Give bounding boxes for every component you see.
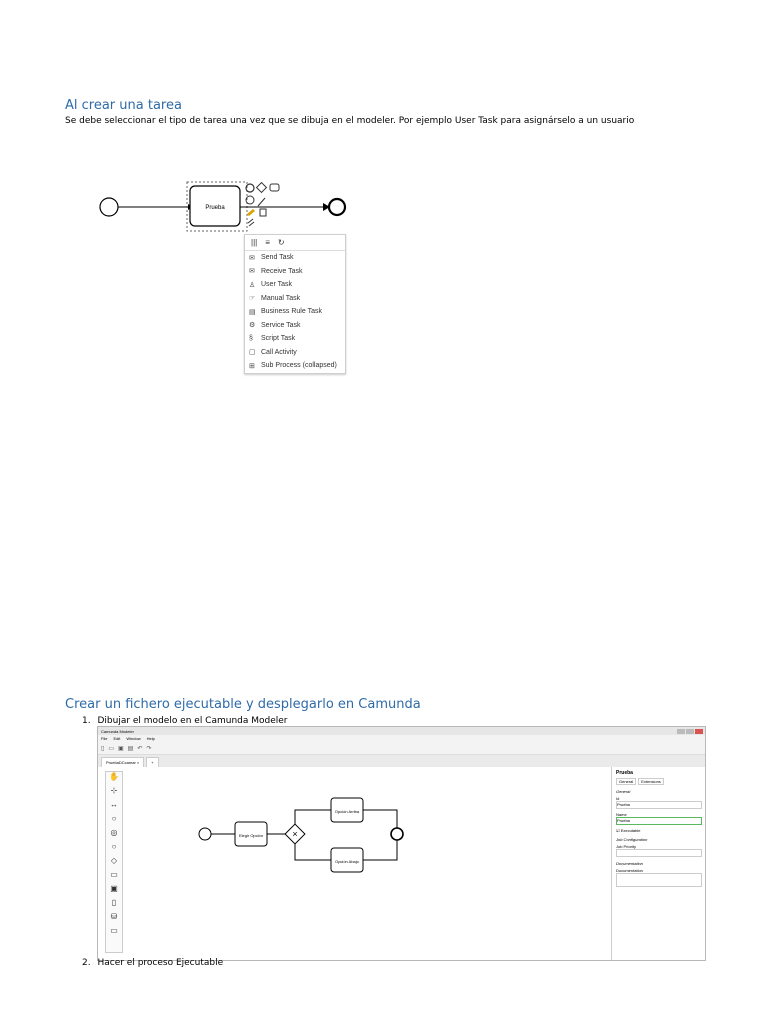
replace-menu-item-label: Script Task bbox=[261, 335, 296, 343]
menu-file[interactable]: File bbox=[101, 736, 108, 741]
props-section-general: General bbox=[616, 789, 631, 794]
replace-menu-item-label: Manual Task bbox=[261, 294, 301, 302]
menu-help[interactable]: Help bbox=[146, 736, 155, 741]
step-number: 1. bbox=[82, 716, 91, 726]
start-event-tool-icon[interactable]: ○ bbox=[111, 814, 117, 823]
pad-connect-icon bbox=[258, 198, 265, 206]
pad-gateway-icon bbox=[257, 183, 267, 193]
pad-annotate-icon bbox=[248, 219, 254, 226]
replace-menu-item[interactable] bbox=[245, 292, 345, 306]
start-event bbox=[100, 198, 118, 216]
gateway-tool-icon[interactable]: ◇ bbox=[110, 856, 118, 865]
props-section-job: Job Configuration bbox=[616, 837, 648, 842]
window-titlebar bbox=[98, 727, 705, 735]
undo-icon[interactable]: ↶ bbox=[137, 745, 143, 752]
canvas-end-event bbox=[391, 828, 403, 840]
replace-menu-item[interactable] bbox=[245, 359, 345, 373]
hand-icon: ☞ bbox=[249, 295, 256, 303]
props-job-priority-label: Job Priority bbox=[616, 844, 637, 849]
pad-trash-icon bbox=[260, 209, 266, 216]
tab-diagram[interactable] bbox=[101, 757, 144, 767]
task-abajo-label: Opción Abajo bbox=[335, 859, 359, 864]
task-arriba-label: Opción Arriba bbox=[334, 809, 360, 814]
replace-menu-item-label: Receive Task bbox=[261, 267, 303, 275]
replace-menu-item-label: Sub Process (collapsed) bbox=[261, 362, 337, 370]
props-section-doc: Documentation bbox=[616, 861, 643, 866]
loop-marker-icon[interactable]: ↻ bbox=[277, 238, 285, 247]
menu-bar bbox=[98, 735, 705, 742]
props-job-priority-field[interactable] bbox=[616, 849, 702, 857]
receive-icon: ✉ bbox=[249, 268, 255, 276]
maximize-icon[interactable] bbox=[686, 729, 694, 734]
svg-text:×: × bbox=[292, 829, 298, 839]
tab-close-icon[interactable]: × bbox=[136, 760, 140, 765]
pool-tool-icon[interactable]: ▭ bbox=[110, 926, 118, 935]
props-id-field[interactable]: Prueba bbox=[616, 801, 702, 809]
props-executable-label: Executable bbox=[620, 828, 641, 833]
replace-menu-item[interactable] bbox=[245, 265, 345, 279]
user-icon: ♙ bbox=[249, 281, 256, 289]
replace-menu-item-label: Business Rule Task bbox=[261, 308, 322, 316]
props-name-label: Name bbox=[616, 812, 627, 817]
props-tab-extensions[interactable]: Extensions bbox=[638, 778, 664, 785]
props-id-label: Id bbox=[616, 796, 620, 801]
section-text: Se debe seleccionar el tipo de tarea una vez que se dibuja en el modeler. Por ejemplo User Task para asignárselo a un usuario bbox=[65, 116, 635, 126]
step-1 bbox=[82, 716, 288, 726]
window-title: Camunda Modeler bbox=[101, 728, 134, 734]
gear-icon: ⚙ bbox=[249, 322, 256, 330]
step-number: 2. bbox=[82, 958, 91, 968]
replace-menu-item-label: User Task bbox=[261, 281, 292, 289]
task-elegir-label: Elegir Opción bbox=[238, 833, 264, 838]
tool-palette bbox=[105, 771, 123, 953]
intermediate-event-tool-icon[interactable]: ◎ bbox=[110, 828, 118, 837]
data-object-tool-icon[interactable]: ▯ bbox=[111, 898, 117, 907]
task-label: Prueba bbox=[205, 205, 225, 211]
props-doc-label: Documentation bbox=[616, 868, 643, 873]
call-activity-icon: ▢ bbox=[249, 349, 256, 357]
menu-edit[interactable]: Edit bbox=[113, 736, 121, 741]
data-store-tool-icon[interactable]: ⛁ bbox=[110, 912, 118, 921]
replace-menu-item-label: Service Task bbox=[261, 321, 301, 329]
hand-tool-icon[interactable]: ✋ bbox=[109, 772, 119, 781]
save-icon[interactable]: ▣ bbox=[117, 745, 124, 752]
bpmn-diagram bbox=[90, 175, 360, 240]
space-tool-icon[interactable]: ↔ bbox=[110, 800, 118, 809]
subprocess-tool-icon[interactable]: ▣ bbox=[110, 884, 118, 893]
toolbar bbox=[98, 742, 705, 755]
props-doc-field[interactable] bbox=[616, 873, 702, 887]
props-name-field[interactable]: Prueba bbox=[616, 817, 702, 825]
replace-menu-item[interactable] bbox=[245, 346, 345, 360]
lasso-tool-icon[interactable]: ⊹ bbox=[110, 786, 118, 795]
subprocess-icon: ⊞ bbox=[249, 362, 255, 370]
minimize-icon[interactable] bbox=[677, 729, 685, 734]
replace-menu-item[interactable] bbox=[245, 332, 345, 346]
parallel-marker-icon[interactable]: ||| bbox=[251, 238, 258, 247]
open-icon[interactable]: ▭ bbox=[108, 745, 114, 752]
bpmn-canvas bbox=[193, 792, 413, 882]
replace-menu-item[interactable] bbox=[245, 251, 345, 265]
save-as-icon[interactable]: ▤ bbox=[127, 745, 134, 752]
props-title: Prueba bbox=[616, 770, 633, 776]
camunda-modeler-window bbox=[97, 726, 706, 961]
section-heading-2: Crear un fichero ejecutable y desplegarlo en Camunda bbox=[65, 697, 421, 712]
section-heading: Al crear una tarea bbox=[65, 98, 182, 113]
add-tab-icon[interactable]: + bbox=[146, 757, 158, 767]
pad-task-icon bbox=[270, 184, 279, 191]
task-tool-icon[interactable]: ▭ bbox=[110, 870, 118, 879]
end-event bbox=[329, 199, 345, 215]
replace-menu-item[interactable] bbox=[245, 305, 345, 319]
step-2 bbox=[82, 958, 223, 968]
pad-wrench-icon bbox=[247, 209, 255, 216]
replace-menu bbox=[244, 234, 346, 374]
replace-menu-item[interactable] bbox=[245, 278, 345, 292]
step-text: Dibujar el modelo en el Camunda Modeler bbox=[97, 716, 288, 726]
close-icon[interactable] bbox=[695, 729, 703, 734]
sequential-marker-icon[interactable]: ≡ bbox=[265, 238, 270, 247]
replace-menu-item[interactable] bbox=[245, 319, 345, 333]
props-executable[interactable]: ☑ Executable bbox=[616, 828, 641, 833]
new-file-icon[interactable]: ▯ bbox=[101, 745, 105, 752]
replace-menu-toolbar bbox=[245, 235, 345, 251]
table-icon: ▤ bbox=[249, 308, 256, 316]
replace-menu-item-label: Call Activity bbox=[261, 348, 297, 356]
end-event-tool-icon[interactable]: ○ bbox=[111, 842, 117, 851]
props-tab-general[interactable]: General bbox=[616, 778, 636, 785]
canvas-start-event bbox=[199, 828, 211, 840]
redo-icon[interactable]: ↷ bbox=[146, 745, 152, 752]
step-text: Hacer el proceso Ejecutable bbox=[97, 958, 224, 968]
properties-panel bbox=[611, 767, 705, 960]
tab-bar bbox=[98, 755, 705, 767]
script-icon: § bbox=[249, 335, 253, 343]
send-icon: ✉ bbox=[249, 254, 255, 262]
menu-window[interactable]: Window bbox=[126, 736, 141, 741]
replace-menu-item-label: Send Task bbox=[261, 254, 294, 262]
tab-label: PruebaDCcamar bbox=[106, 760, 136, 765]
